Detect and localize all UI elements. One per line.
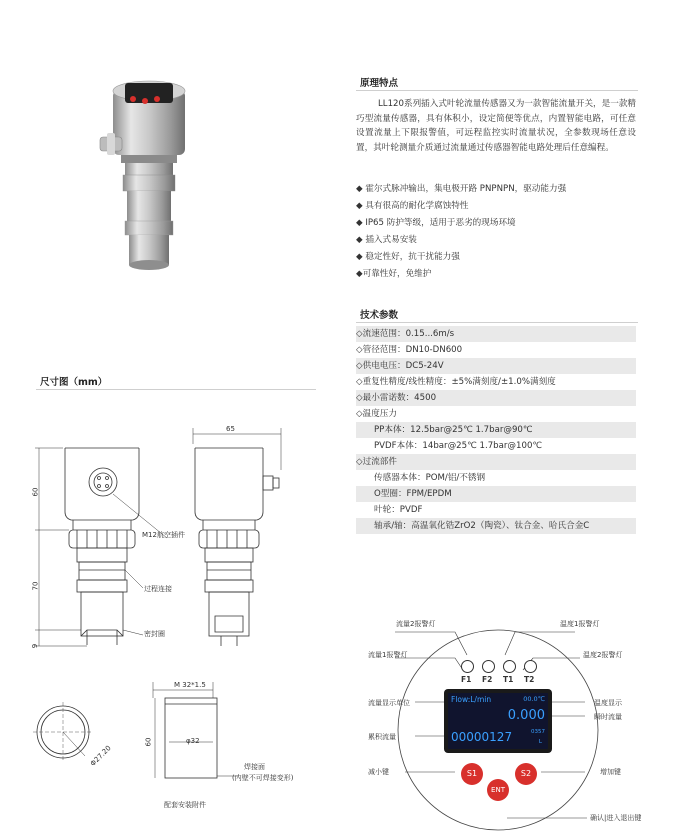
- spec-row: ◇温度压力: [356, 409, 397, 419]
- specs-title: 技术参数: [360, 310, 399, 321]
- screen-small-top: 0357: [531, 729, 545, 735]
- spec-row: 轴承/轴：高温氧化锆ZrO2（陶瓷）、钛合金、哈氏合金C: [356, 518, 636, 534]
- label-confirm: 确认|进入退出键: [590, 814, 642, 822]
- dim-65: 65: [226, 425, 235, 433]
- label-flow1-led: 流量1报警灯: [368, 651, 408, 659]
- label-cumulative: 累积流量: [368, 733, 396, 741]
- fitting-thread: M 32*1.5: [174, 681, 206, 689]
- principle-paragraph: LL120系列插入式叶轮流量传感器又为一款智能流量开关，是一款精巧型流量传感器，具有体积小，设定简便等优点，内置智能电路，可任意设置流量上下限报警值，可远程监控实时流量状况，全参数现场任意设置，其叶轮测量介质通过流量通过传感器智能电路处理后任意编程。: [356, 99, 637, 153]
- bullet-item: ◆ 具有很高的耐化学腐蚀特性: [356, 201, 469, 211]
- front-view-drawing: [25, 430, 195, 670]
- dimensions-divider: [36, 389, 316, 390]
- spec-row: 传感器本体：POM/铝/不锈钢: [374, 473, 486, 483]
- principle-bullets: [356, 182, 638, 281]
- led-label: F1: [461, 675, 472, 684]
- fitting-height: 60: [144, 737, 153, 747]
- label-temp-display: 温度显示: [594, 699, 622, 707]
- dimensions-title: 尺寸图（mm）: [40, 377, 108, 388]
- led-t2: [524, 660, 537, 673]
- spec-row: ◇过流部件: [356, 454, 636, 470]
- led-f1: [461, 660, 474, 673]
- spec-row: ◇最小雷诺数：4500: [356, 390, 636, 406]
- label-process: 过程连接: [144, 585, 172, 593]
- principle-divider: [356, 90, 638, 91]
- dim-70: 70: [31, 581, 40, 591]
- screen-frame: [444, 689, 552, 753]
- side-view-drawing: [185, 420, 295, 660]
- label-temp2-led: 温度2报警灯: [583, 651, 623, 659]
- fitting-caption: 配套安装附件: [164, 801, 206, 809]
- product-photo: [95, 75, 200, 280]
- label-seal: 密封圈: [144, 630, 165, 638]
- bullet-item: ◆ IP65 防护等级，适用于恶劣的现场环境: [356, 218, 516, 228]
- label-flow2-led: 流量2报警灯: [396, 620, 436, 628]
- weld-label: 焊接面: [244, 763, 265, 771]
- screen: [448, 693, 548, 749]
- led-label: T1: [503, 675, 514, 684]
- fitting-diameter: Φ27.20: [88, 744, 113, 768]
- led-labels: [461, 675, 557, 684]
- s1-button[interactable]: S1: [461, 763, 483, 785]
- spec-row: ◇供电电压：DC5-24V: [356, 358, 636, 374]
- ent-button[interactable]: ENT: [487, 779, 509, 801]
- label-decrease: 减小键: [368, 768, 389, 776]
- label-increase: 增加键: [600, 768, 621, 776]
- led-label: F2: [482, 675, 493, 684]
- led-t1: [503, 660, 516, 673]
- weld-note: (内壁不可焊接变形): [232, 774, 294, 782]
- bullet-item: ◆可靠性好，免维护: [356, 269, 432, 279]
- bullet-item: ◆ 插入式易安装: [356, 235, 417, 245]
- dim-9: 9: [31, 643, 40, 649]
- spec-row: O型圈：FPM/EPDM: [356, 486, 636, 502]
- specs-divider: [356, 322, 638, 323]
- led-f2: [482, 660, 495, 673]
- screen-rate: 0.000: [507, 708, 545, 723]
- label-temp1-led: 温度1报警灯: [560, 620, 600, 628]
- screen-unit: Flow:L/min: [451, 695, 492, 704]
- spec-row: ◇流速范围：0.15...6m/s: [356, 326, 636, 342]
- label-instant-flow: 瞬时流量: [594, 713, 622, 721]
- bullet-item: ◆ 稳定性好，抗干扰能力强: [356, 252, 460, 262]
- screen-total: 00000127: [451, 730, 513, 744]
- label-m12: M12航空插件: [142, 531, 185, 539]
- dim-60: 60: [31, 487, 40, 497]
- s2-button[interactable]: S2: [515, 763, 537, 785]
- principle-title: 原理特点: [360, 78, 399, 89]
- spec-row: PP本体：12.5bar@25℃ 1.7bar@90℃: [356, 422, 636, 438]
- spec-row: PVDF本体：14bar@25℃ 1.7bar@100℃: [374, 441, 543, 451]
- spec-row: ◇重复性精度/线性精度：±5%满刻度/±1.0%满刻度: [356, 377, 556, 387]
- screen-temp: 00.0℃: [523, 695, 545, 703]
- spec-row: 叶轮：PVDF: [374, 505, 423, 515]
- label-flow-unit: 流量显示单位: [368, 699, 410, 707]
- spec-row: ◇管径范围：DN10-DN600: [356, 345, 463, 355]
- screen-small-bottom: L: [538, 739, 542, 745]
- bullet-item: ◆ 霍尔式脉冲输出，集电极开路 PNPNPN，驱动能力强: [356, 184, 567, 194]
- led-label: T2: [524, 675, 535, 684]
- fitting-inner: φ32: [186, 737, 200, 745]
